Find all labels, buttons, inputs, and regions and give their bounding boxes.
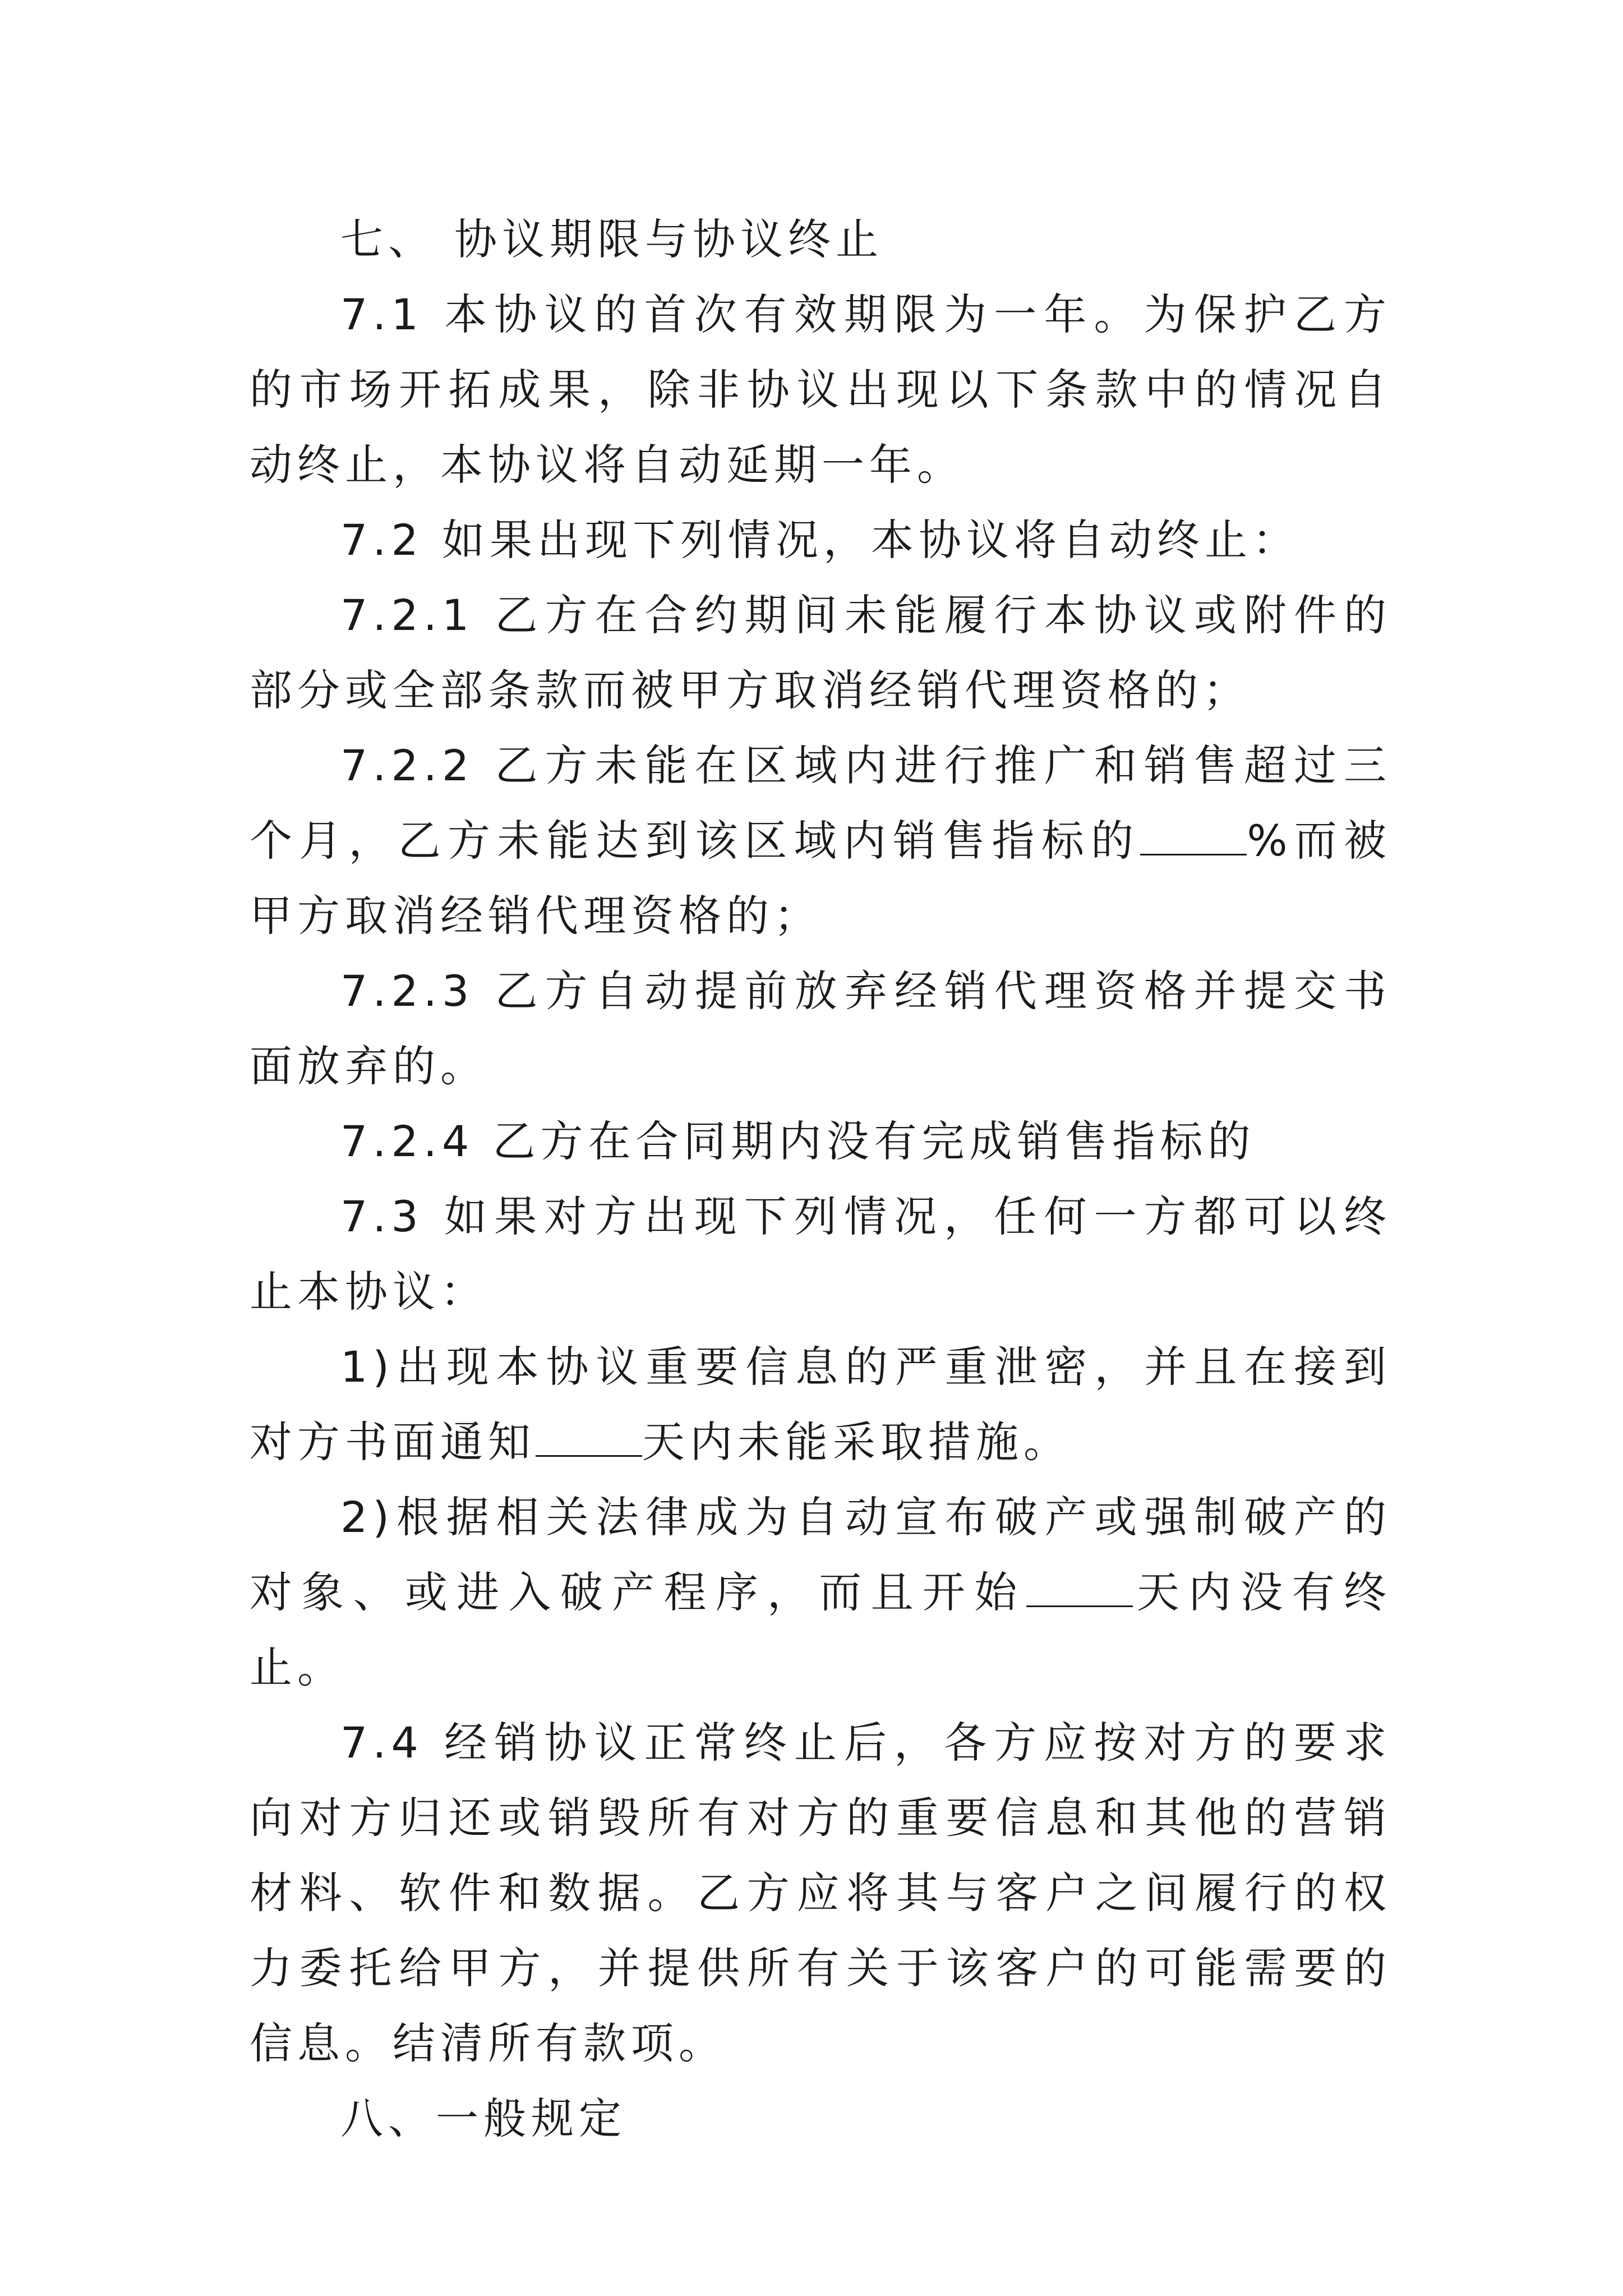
clause-7-3-item-1	[250, 1329, 1391, 1480]
document-body	[250, 202, 1391, 2156]
clause-7-1: 7.1 本协议的首次有效期限为一年。为保护乙方的市场开拓成果，除非协议出现以下条款中的情况自动终止，本协议将自动延期一年。	[250, 289, 1391, 490]
clause-7-3-1-text-b: 天内未能采取措施。	[642, 1417, 1071, 1467]
section-8-heading: 八、一般规定	[340, 2093, 626, 2143]
clause-7-2-2-text-b: %而被甲方取消经销代理资格的；	[250, 816, 1392, 941]
clause-7-3-item-2	[250, 1480, 1391, 1705]
days-blank-2	[1026, 1570, 1133, 1607]
clause-7-2-4: 7.2.4 乙方在合同期内没有完成销售指标的	[340, 1116, 1256, 1166]
clause-7-3-2-text-b: 天内没有终止。	[250, 1567, 1392, 1692]
days-blank-1	[536, 1419, 642, 1457]
clause-7-4: 7.4 经销协议正常终止后，各方应按对方的要求向对方归还或销毁所有对方的重要信息和其他的营销材料、软件和数据。乙方应将其与客户之间履行的权力委托给甲方，并提供所有关于该客户的可能需要的信息。结清所有款项。	[250, 1718, 1391, 2068]
clause-7-2-1: 7.2.1 乙方在合约期间未能履行本协议或附件的部分或全部条款而被甲方取消经销代理资格的；	[250, 590, 1391, 715]
clause-7-2-3: 7.2.3 乙方自动提前放弃经销代理资格并提交书面放弃的。	[250, 966, 1391, 1091]
clause-7-2-2	[250, 728, 1391, 954]
section-7-heading: 七、 协议期限与协议终止	[340, 214, 884, 264]
clause-7-3-2-text-a: 2)根据相关法律成为自动宣布破产或强制破产的对象、或进入破产程序，而且开始	[250, 1492, 1391, 1617]
clause-7-3: 7.3 如果对方出现下列情况，任何一方都可以终止本协议：	[250, 1191, 1391, 1317]
percent-blank	[1140, 818, 1247, 855]
clause-7-3-1-text-a: 1)出现本协议重要信息的严重泄密，并且在接到对方书面通知	[250, 1342, 1391, 1467]
clause-7-2-2-text-a: 7.2.2 乙方未能在区域内进行推广和销售超过三个月，乙方未能达到该区域内销售指标的	[250, 740, 1391, 866]
clause-7-2: 7.2 如果出现下列情况，本协议将自动终止：	[340, 515, 1301, 565]
